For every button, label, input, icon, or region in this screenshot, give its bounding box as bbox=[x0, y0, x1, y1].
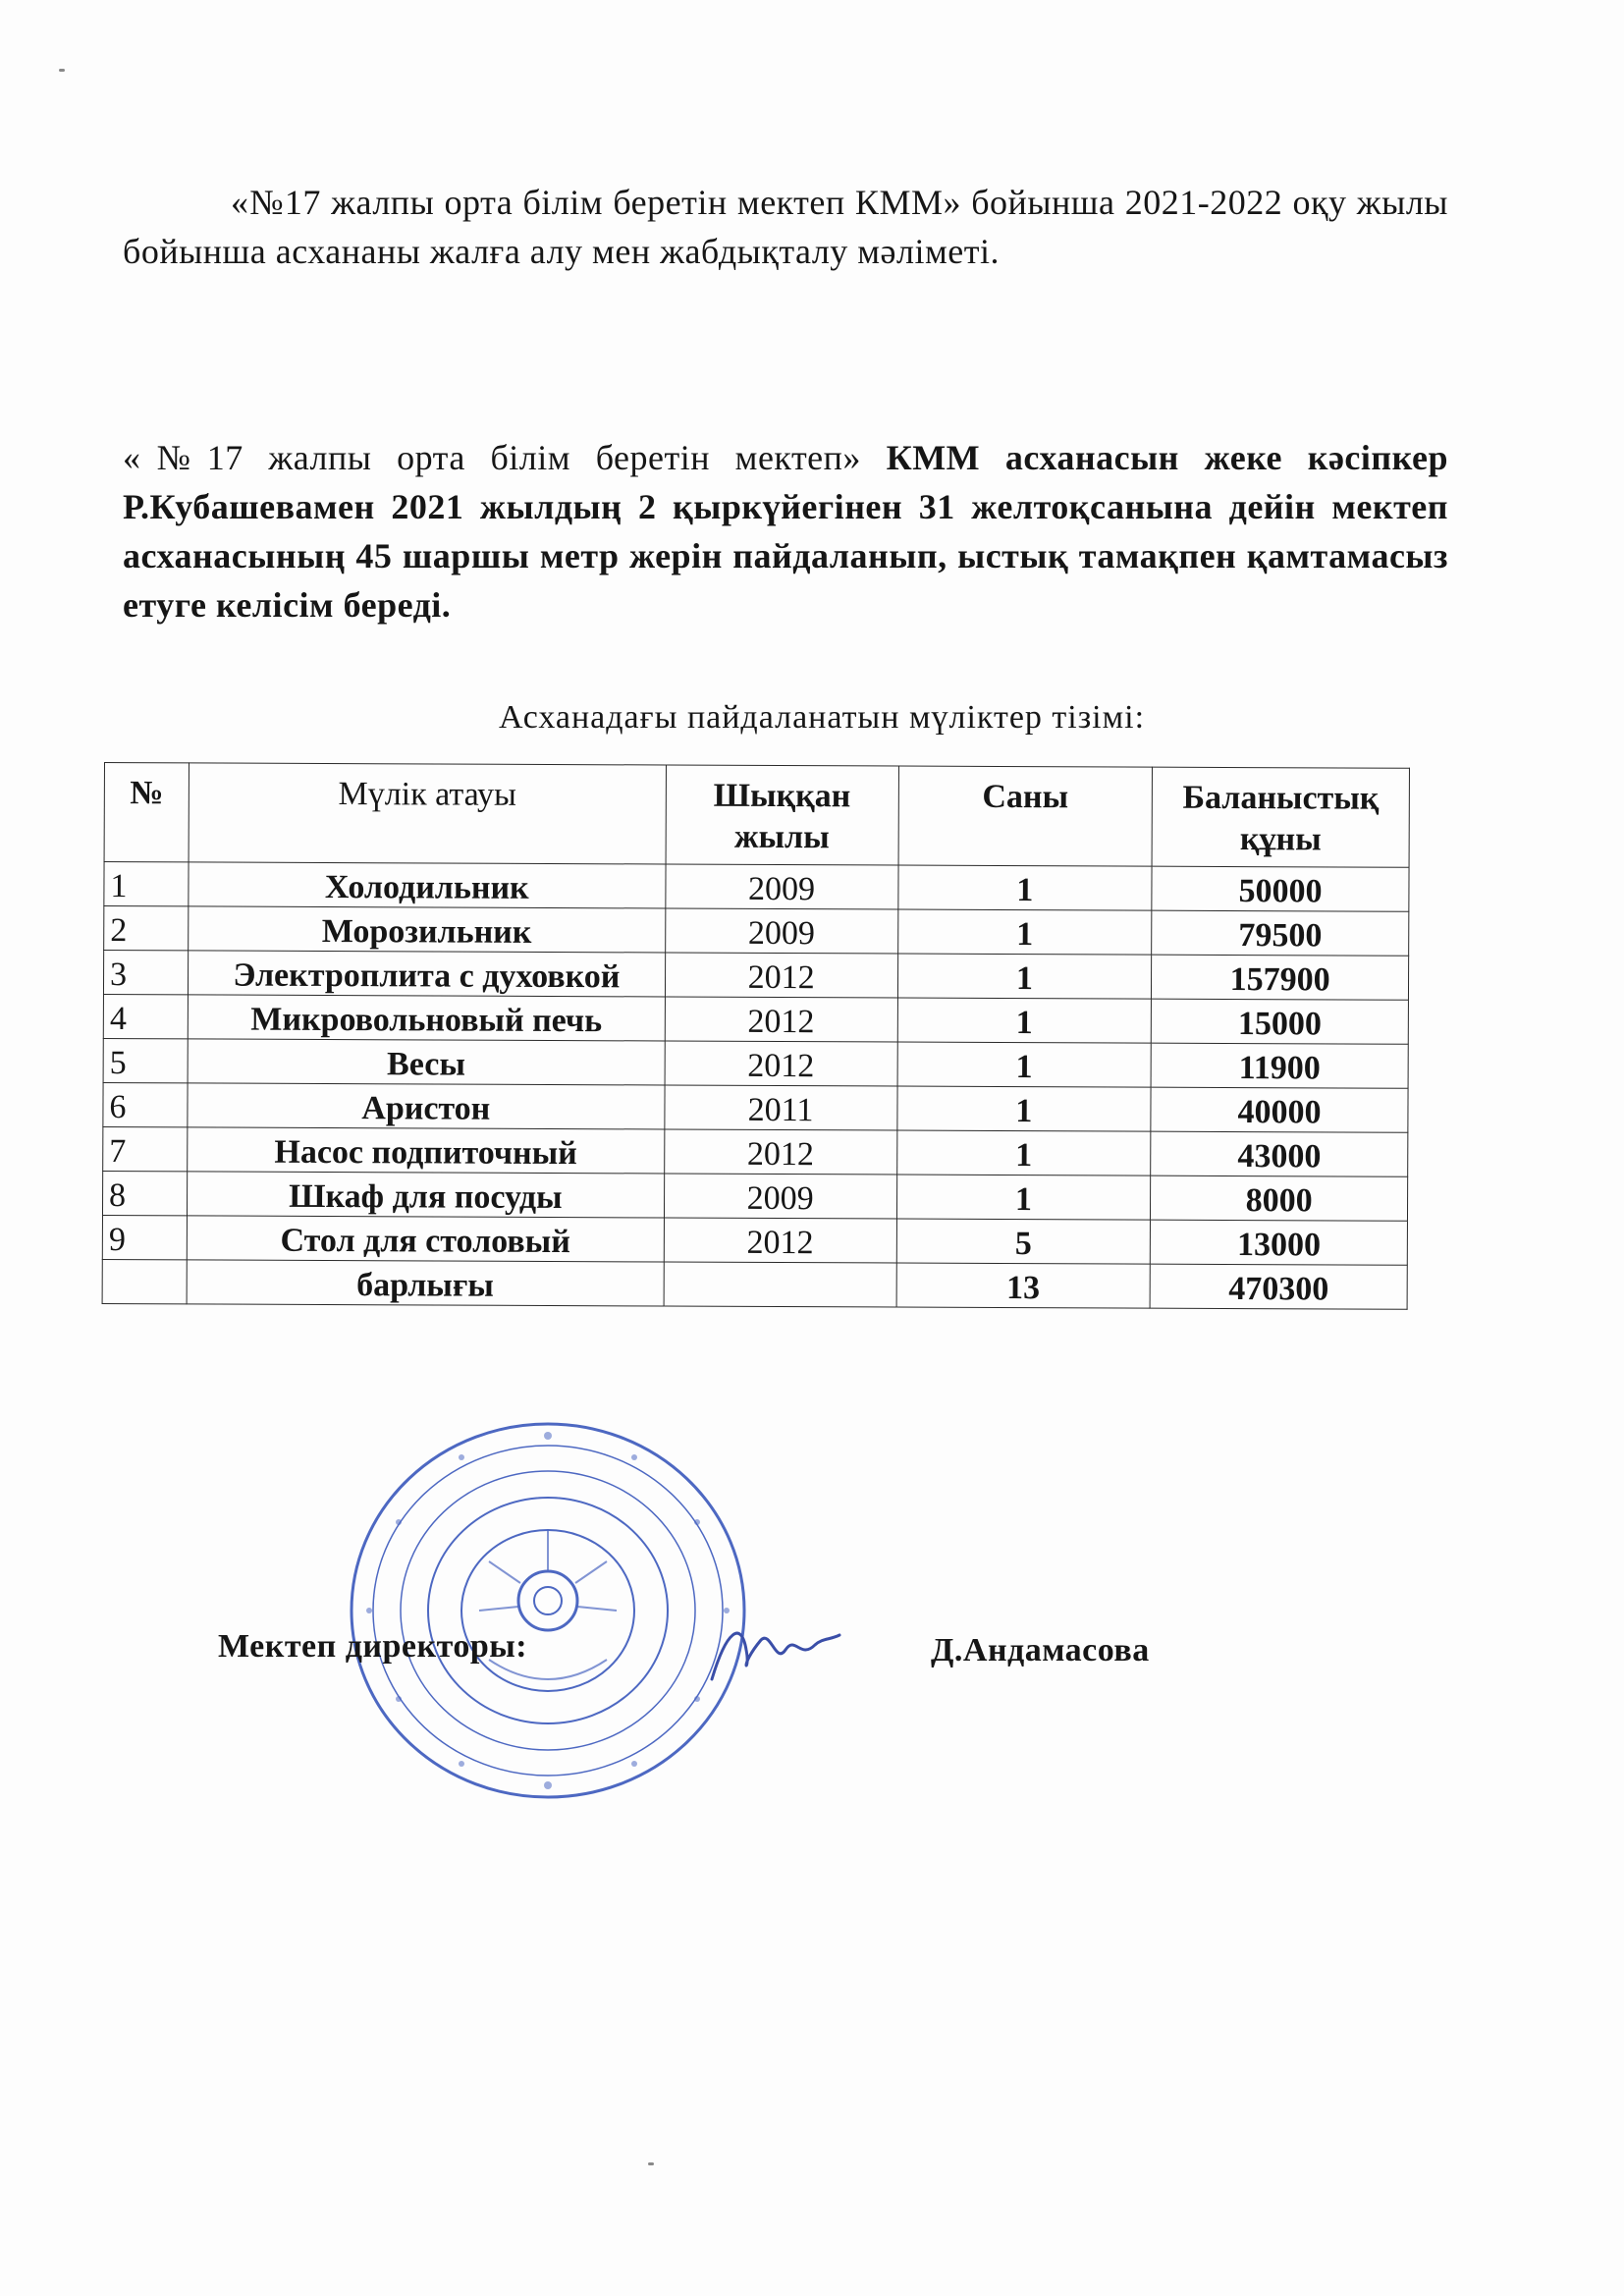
cell-name: Микровольновый печь bbox=[188, 995, 665, 1041]
header-qty: Саны bbox=[898, 766, 1153, 866]
table-header-row bbox=[104, 763, 1409, 868]
cell-qty: 1 bbox=[896, 1175, 1151, 1220]
cell-value: 15000 bbox=[1152, 999, 1409, 1044]
cell-year: 2012 bbox=[664, 1129, 896, 1175]
table-row bbox=[103, 994, 1408, 1044]
cell-year: 2012 bbox=[664, 1218, 896, 1263]
cell-year: 2009 bbox=[664, 1174, 896, 1219]
header-year: Шыққан жылы bbox=[666, 765, 898, 865]
scan-speck bbox=[59, 69, 65, 72]
cell-year bbox=[664, 1262, 896, 1307]
header-value: Баланыстық құны bbox=[1152, 767, 1409, 867]
cell-qty: 1 bbox=[897, 909, 1152, 955]
cell-value: 40000 bbox=[1151, 1087, 1408, 1132]
cell-value: 8000 bbox=[1151, 1175, 1408, 1221]
cell-year: 2011 bbox=[665, 1085, 897, 1130]
total-qty: 13 bbox=[896, 1263, 1151, 1308]
cell-qty: 1 bbox=[897, 954, 1152, 999]
cell-value: 13000 bbox=[1151, 1220, 1408, 1265]
cell-no: 5 bbox=[103, 1038, 188, 1082]
cell-year: 2012 bbox=[665, 1041, 897, 1086]
cell-qty: 1 bbox=[897, 1042, 1152, 1087]
table-row bbox=[102, 1215, 1407, 1265]
agreement-lead: «№17 жалпы орта білім беретін мектеп» bbox=[123, 438, 861, 477]
cell-qty: 1 bbox=[896, 1086, 1151, 1131]
cell-no: 2 bbox=[104, 906, 189, 951]
cell-no: 1 bbox=[104, 862, 189, 906]
director-signature-label: Мектеп директоры: bbox=[218, 1628, 528, 1665]
asset-list-heading: Асханадағы пайдаланатын мүліктер тізімі: bbox=[498, 699, 1146, 736]
cell-name: Насос подпиточный bbox=[188, 1127, 665, 1174]
cell-value: 11900 bbox=[1151, 1043, 1408, 1088]
official-stamp-icon bbox=[342, 1414, 754, 1807]
cell-no: 6 bbox=[103, 1082, 188, 1126]
cell-name: Холодильник bbox=[189, 862, 666, 908]
cell-name: Стол для столовый bbox=[187, 1216, 664, 1262]
cell-qty: 1 bbox=[897, 998, 1152, 1043]
intro-paragraph: «№17 жалпы орта білім беретін мектеп КММ» бойынша 2021-2022 оқу жылы бойынша асхананы жалға алу мен жабдықталу мәліметі. bbox=[123, 183, 1448, 271]
cell-value: 43000 bbox=[1151, 1131, 1408, 1176]
table-total-row bbox=[102, 1259, 1407, 1309]
cell-no bbox=[102, 1259, 187, 1303]
table-row bbox=[103, 1038, 1408, 1088]
cell-year: 2012 bbox=[665, 997, 897, 1042]
cell-name: Морозильник bbox=[189, 906, 666, 953]
cell-qty: 1 bbox=[897, 865, 1152, 910]
cell-qty: 5 bbox=[896, 1219, 1151, 1264]
cell-qty: 1 bbox=[896, 1130, 1151, 1175]
cell-value: 50000 bbox=[1152, 866, 1409, 911]
cell-value: 157900 bbox=[1152, 955, 1409, 1000]
header-name: Мүлік атауы bbox=[189, 763, 666, 864]
cell-name: Шкаф для посуды bbox=[187, 1172, 664, 1218]
asset-table bbox=[102, 762, 1410, 1310]
cell-year: 2012 bbox=[665, 953, 897, 998]
cell-no: 3 bbox=[103, 951, 188, 995]
table-row bbox=[103, 951, 1408, 1001]
header-no: № bbox=[104, 763, 189, 862]
scan-speck bbox=[648, 2162, 654, 2165]
table-row bbox=[104, 862, 1409, 912]
agreement-paragraph bbox=[123, 433, 1448, 629]
cell-year: 2009 bbox=[666, 864, 898, 909]
cell-year: 2009 bbox=[665, 908, 897, 954]
cell-no: 9 bbox=[102, 1215, 187, 1259]
director-name: Д.Андамасова bbox=[931, 1632, 1150, 1668]
cell-value: 79500 bbox=[1152, 910, 1409, 956]
cell-name: Электроплита с духовкой bbox=[188, 951, 665, 997]
cell-no: 8 bbox=[102, 1171, 187, 1215]
agreement-body: КММ асханасын жеке кәсіпкер Р.Кубашевамен 2021 жылдың 2 қыркүйегінен 31 желтоқсанына дейін мектеп асханасының 45 шаршы метр жерін пайдаланып, ыстық тамақпен қамтамасыз етуге келісім береді. bbox=[123, 438, 1448, 625]
table-row bbox=[104, 906, 1409, 957]
table-row bbox=[102, 1171, 1407, 1221]
cell-name: Весы bbox=[188, 1039, 665, 1085]
table-row bbox=[103, 1082, 1408, 1132]
table-row bbox=[103, 1126, 1408, 1176]
total-value: 470300 bbox=[1150, 1264, 1407, 1309]
cell-no: 7 bbox=[103, 1126, 188, 1171]
cell-name: Аристон bbox=[188, 1083, 665, 1129]
cell-no: 4 bbox=[103, 994, 188, 1038]
handwritten-signature-icon bbox=[707, 1611, 844, 1689]
total-label: барлығы bbox=[187, 1260, 664, 1306]
